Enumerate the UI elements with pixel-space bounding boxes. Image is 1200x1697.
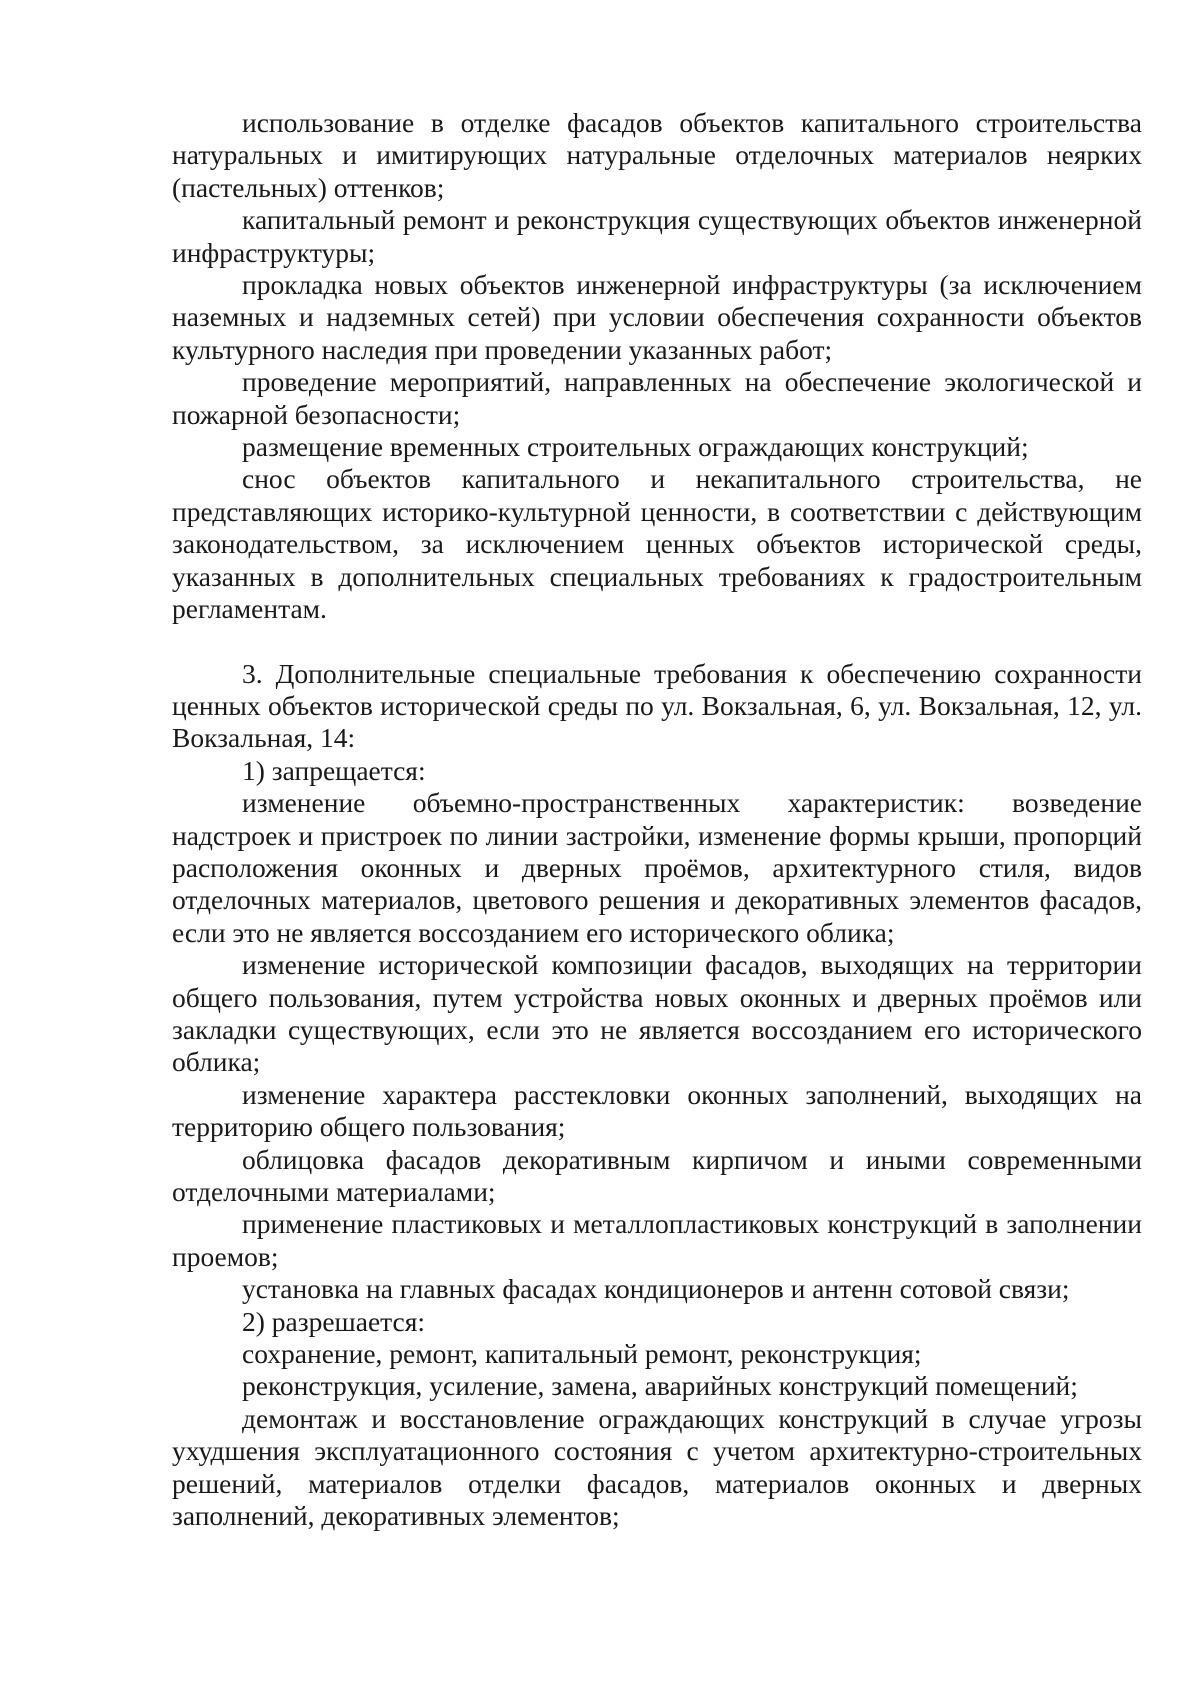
list-heading-permitted: 2) разрешается: (242, 1305, 425, 1337)
paragraph-preservation-repair: сохранение, ремонт, капитальный ремонт, реконструкция; (242, 1338, 922, 1370)
paragraph-new-infrastructure: прокладка новых объектов инженерной инфраструктуры (за исключением наземных и надземных сетей) при условии обеспечения сохранности объектов культурного наследия при проведении указанных работ; (172, 269, 1142, 365)
document-body (172, 107, 1142, 1532)
paragraph-plastic-structures: применение пластиковых и металлопластиковых конструкций в заполнении проемов; (172, 1208, 1142, 1272)
paragraph-air-conditioners: установка на главных фасадах кондиционеров и антенн сотовой связи; (242, 1273, 1070, 1305)
paragraph-facade-materials: использование в отделке фасадов объектов капитального строительства натуральных и имитирующих натуральные отделочных материалов неярких (пастельных) оттенков; (172, 107, 1142, 203)
paragraph-reinforcement: реконструкция, усиление, замена, аварийных конструкций помещений; (242, 1370, 1078, 1402)
paragraph-facade-composition: изменение исторической композиции фасадов, выходящих на территории общего пользования, путем устройства новых оконных и дверных проёмов или закладки существующих, если это не является воссозданием его исторического облика; (172, 949, 1142, 1078)
paragraph-volume-changes: изменение объемно-пространственных характеристик: возведение надстроек и пристроек по линии застройки, изменение формы крыши, пропорций расположения оконных и дверных проёмов, архитектурного стиля, видов отделочных материалов, цветового решения и декоративных элементов фасадов, если это не является воссозданием его исторического облика; (172, 787, 1142, 948)
paragraph-temporary-fencing: размещение временных строительных ограждающих конструкций; (242, 431, 1029, 463)
paragraph-dismantling: демонтаж и восстановление ограждающих конструкций в случае угрозы ухудшения эксплуатационного состояния с учетом архитектурно-строительных решений, материалов отделки фасадов, материалов оконных и дверных заполнений, декоративных элементов; (172, 1402, 1142, 1532)
paragraph-safety-measures: проведение мероприятий, направленных на обеспечение экологической и пожарной безопасности; (172, 366, 1142, 430)
paragraph-brick-cladding: облицовка фасадов декоративным кирпичом и иными современными отделочными материалами; (172, 1143, 1142, 1207)
paragraph-demolition: снос объектов капитального и некапитального строительства, не представляющих историко-культурной ценности, в соответствии с действующим законодательством, за исключением ценных объектов исторической среды, указанных в дополнительных специальных требованиях к градостроительным регламентам. (172, 463, 1142, 625)
section-3-heading: 3. Дополнительные специальные требования к обеспечению сохранности ценных объектов исторической среды по ул. Вокзальная, 6, ул. Вокзальная, 12, ул. Вокзальная, 14: (172, 657, 1142, 754)
list-heading-prohibited: 1) запрещается: (242, 754, 426, 786)
paragraph-window-glazing: изменение характера расстекловки оконных заполнений, выходящих на территорию общего пользования; (172, 1078, 1142, 1143)
paragraph-engineering-repair: капитальный ремонт и реконструкция существующих объектов инженерной инфраструктуры; (172, 204, 1142, 268)
